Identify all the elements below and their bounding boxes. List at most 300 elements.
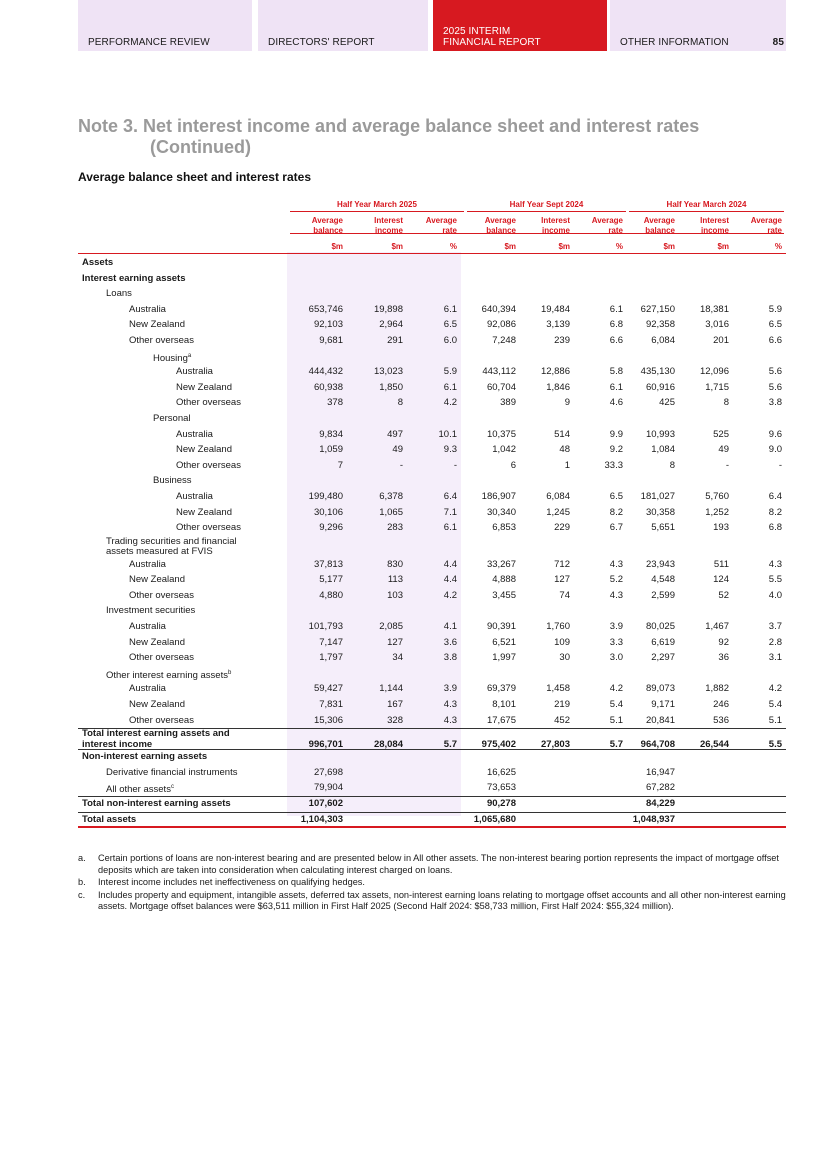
table-cell: 6.1 <box>443 303 457 315</box>
table-cell: 5.5 <box>768 738 782 750</box>
table-cell: 4.3 <box>768 558 782 570</box>
table-row <box>78 364 786 380</box>
row-label: All other assets$^c$ <box>106 784 174 796</box>
table-cell: 4.3 <box>609 589 623 601</box>
row-label: Australia <box>176 490 213 502</box>
column-header: Average balance $m <box>484 216 516 251</box>
table-cell: 6,619 <box>651 636 675 648</box>
column-header: Interest income $m <box>541 216 570 251</box>
row-label: New Zealand <box>129 574 185 586</box>
table-cell: 16,625 <box>486 766 516 778</box>
table-row <box>78 765 786 781</box>
table-cell: 219 <box>554 699 570 711</box>
table-row <box>78 780 786 796</box>
table-row <box>78 713 786 729</box>
table-cell: 2,297 <box>651 652 675 664</box>
table-cell: 186,907 <box>481 490 516 502</box>
table-row <box>78 619 786 635</box>
page-title <box>78 116 699 158</box>
row-label: Derivative financial instruments <box>106 766 238 778</box>
row-divider <box>78 812 786 813</box>
table-cell: - <box>725 459 729 471</box>
table-row <box>78 520 786 536</box>
table-cell: 3,455 <box>492 589 516 601</box>
table-cell: 525 <box>713 428 729 440</box>
table-cell: 4,888 <box>492 574 516 586</box>
row-label: assets measured at FVIS <box>106 546 213 558</box>
table-cell: 6,853 <box>492 522 516 534</box>
table-cell: 9 <box>564 397 570 409</box>
table-row <box>78 458 786 474</box>
table-cell: 19,484 <box>540 303 570 315</box>
table-row <box>78 588 786 604</box>
table-cell: 92,103 <box>313 319 343 331</box>
table-cell: 1,065,680 <box>473 813 516 825</box>
column-header: Average rate % <box>591 216 623 251</box>
row-label: Other overseas <box>129 714 194 726</box>
table-row <box>78 739 786 750</box>
table-row <box>78 650 786 666</box>
row-label: Total non-interest earning assets <box>82 798 231 809</box>
table-cell: 92,086 <box>486 319 516 331</box>
table-cell: 452 <box>554 714 570 726</box>
table-cell: 425 <box>659 397 675 409</box>
table-cell: 514 <box>554 428 570 440</box>
table-cell: 4.2 <box>609 683 623 695</box>
table-row <box>78 380 786 396</box>
table-cell: 19,898 <box>373 303 403 315</box>
table-cell: 9,681 <box>319 334 343 346</box>
footnote <box>78 890 786 913</box>
footnotes <box>78 853 786 914</box>
table-cell: 193 <box>713 522 729 534</box>
table-cell: 28,084 <box>373 738 403 750</box>
column-header: Average rate % <box>750 216 782 251</box>
table-cell: 1,059 <box>319 444 343 456</box>
table-cell: 4.3 <box>443 699 457 711</box>
table-cell: 89,073 <box>645 683 675 695</box>
top-navigation <box>78 0 786 51</box>
row-label: Australia <box>176 366 213 378</box>
table-cell: 6.8 <box>768 522 782 534</box>
row-label: Housing$^a$ <box>153 352 192 364</box>
table-row <box>78 317 786 333</box>
table-cell: 12,096 <box>699 366 729 378</box>
table-cell: 8 <box>397 397 403 409</box>
table-cell: 12,886 <box>540 366 570 378</box>
row-label: interest income <box>82 738 153 750</box>
table-cell: 80,025 <box>645 621 675 633</box>
table-cell: 6 <box>510 459 516 471</box>
table-cell: 27,698 <box>313 766 343 778</box>
table-cell: 8,101 <box>492 699 516 711</box>
table-cell: 6.7 <box>609 522 623 534</box>
column-header: Average rate % <box>425 216 457 251</box>
table-cell: 13,023 <box>373 366 403 378</box>
row-label: Australia <box>129 558 166 570</box>
table-cell: 20,841 <box>645 714 675 726</box>
table-cell: 33.3 <box>604 459 623 471</box>
table-cell: 49 <box>718 444 729 456</box>
row-label: Assets <box>82 257 114 268</box>
table-cell: 18,381 <box>699 303 729 315</box>
table-cell: 5.1 <box>768 714 782 726</box>
row-label: Interest earning assets <box>82 272 186 284</box>
table-cell: 10,993 <box>645 428 675 440</box>
table-cell: 2.8 <box>768 636 782 648</box>
page-title-line2: (Continued) <box>150 137 251 157</box>
table-cell: 229 <box>554 522 570 534</box>
table-row <box>78 302 786 318</box>
table-row <box>78 255 786 271</box>
table-cell: 6.4 <box>768 490 782 502</box>
table-row <box>78 557 786 573</box>
footnote-marker: b <box>227 669 232 676</box>
table-cell: 23,943 <box>645 558 675 570</box>
table-cell: 60,938 <box>313 381 343 393</box>
table-cell: 5.7 <box>443 738 457 750</box>
table-row <box>78 473 786 489</box>
table-cell: 1,882 <box>705 683 729 695</box>
table-cell: 511 <box>713 558 729 570</box>
table-cell: 6.1 <box>443 522 457 534</box>
row-label: Australia <box>129 683 166 695</box>
table-cell: 2,085 <box>379 621 403 633</box>
table-cell: 8.2 <box>609 506 623 518</box>
table-cell: - <box>778 459 782 471</box>
table-cell: 48 <box>559 444 570 456</box>
footnote-key: c. <box>78 889 86 900</box>
row-label: Non-interest earning assets <box>82 751 208 763</box>
table-cell: 6,084 <box>546 490 570 502</box>
table-row <box>78 442 786 458</box>
table-cell: 9.3 <box>443 444 457 456</box>
table-row <box>78 536 786 547</box>
header-divider <box>290 233 784 234</box>
table-cell: 4.2 <box>768 683 782 695</box>
table-cell: 107,602 <box>308 798 343 809</box>
table-row <box>78 572 786 588</box>
row-label: Other overseas <box>176 522 241 534</box>
table-cell: 4.4 <box>443 574 457 586</box>
table-row <box>78 349 786 365</box>
tab-label-line2: FINANCIAL REPORT <box>443 37 541 48</box>
table-cell: - <box>453 459 457 471</box>
table-cell: 1,048,937 <box>632 813 675 825</box>
table-cell: 4.3 <box>609 558 623 570</box>
tab-label-line1: 2025 INTERIM <box>443 26 511 37</box>
table-cell: 6.5 <box>609 490 623 502</box>
table-cell: 6.1 <box>443 381 457 393</box>
table-row <box>78 333 786 349</box>
table-cell: 127 <box>387 636 403 648</box>
table-row <box>78 681 786 697</box>
table-cell: 10.1 <box>438 428 457 440</box>
table-cell: 3.1 <box>768 652 782 664</box>
table-cell: 7,831 <box>319 699 343 711</box>
table-cell: 435,130 <box>640 366 675 378</box>
table-cell: 79,904 <box>313 782 343 794</box>
table-cell: 7,147 <box>319 636 343 648</box>
table-cell: 328 <box>387 714 403 726</box>
table-cell: 1,042 <box>492 444 516 456</box>
tab-interim-financial-report[interactable] <box>433 0 607 51</box>
row-label: Other overseas <box>176 459 241 471</box>
table-cell: 30,106 <box>313 506 343 518</box>
table-cell: 90,391 <box>486 621 516 633</box>
table-cell: 9.6 <box>768 428 782 440</box>
table-row <box>78 546 786 557</box>
table-cell: 92,358 <box>645 319 675 331</box>
table-cell: 6.1 <box>609 381 623 393</box>
table-row <box>78 728 786 739</box>
table-cell: 1,760 <box>546 621 570 633</box>
table-cell: 283 <box>387 522 403 534</box>
period-group-header: Half Year Sept 2024 <box>467 198 626 212</box>
table-cell: 6.0 <box>443 334 457 346</box>
table-cell: - <box>399 459 403 471</box>
table-cell: 3,016 <box>705 319 729 331</box>
table-cell: 996,701 <box>308 738 343 750</box>
table-cell: 4.3 <box>443 714 457 726</box>
table-cell: 4.0 <box>768 589 782 601</box>
table-cell: 59,427 <box>313 683 343 695</box>
table-cell: 9,171 <box>651 699 675 711</box>
footnote-text: Certain portions of loans are non-interest bearing and are presented below in All other assets. The non-interest bearing portion represents the impact of mortgage offset deposits which are taken into consideration when calculating interest charged on loans. <box>98 853 779 875</box>
table-cell: 6.6 <box>609 334 623 346</box>
footnote <box>78 853 786 876</box>
table-cell: 127 <box>554 574 570 586</box>
row-label: Other interest earning assets$^b$ <box>106 669 232 681</box>
table-cell: 3,139 <box>546 319 570 331</box>
table-cell: 6.4 <box>443 490 457 502</box>
header-bottom-rule <box>78 253 786 254</box>
tab-label: OTHER INFORMATION <box>620 37 729 48</box>
table-row <box>78 697 786 713</box>
row-label: New Zealand <box>176 381 232 393</box>
table-cell: 8 <box>723 397 729 409</box>
table-cell: 6.6 <box>768 334 782 346</box>
table-row <box>78 427 786 443</box>
table-bottom-rule <box>78 826 786 828</box>
table-row <box>78 796 786 812</box>
table-cell: 30,340 <box>486 506 516 518</box>
table-cell: 2,964 <box>379 319 403 331</box>
table-cell: 5.2 <box>609 574 623 586</box>
table-cell: 5.8 <box>609 366 623 378</box>
table-cell: 653,746 <box>308 303 343 315</box>
table-cell: 10,375 <box>486 428 516 440</box>
table-cell: 3.3 <box>609 636 623 648</box>
column-header: Interest income $m <box>700 216 729 251</box>
table-cell: 17,675 <box>486 714 516 726</box>
table-row <box>78 666 786 682</box>
table-cell: 113 <box>387 574 403 586</box>
table-cell: 49 <box>392 444 403 456</box>
table-row <box>78 411 786 427</box>
table-cell: 60,916 <box>645 381 675 393</box>
column-header: Average balance $m <box>311 216 343 251</box>
tab-label: PERFORMANCE REVIEW <box>88 37 210 48</box>
table-cell: 3.0 <box>609 652 623 664</box>
table-cell: 1,467 <box>705 621 729 633</box>
row-label: Other overseas <box>176 397 241 409</box>
table-cell: 84,229 <box>645 798 675 809</box>
page-title-line1: Note 3. Net interest income and average balance sheet and interest rates <box>78 116 700 136</box>
table-row <box>78 812 786 828</box>
table-cell: 5.4 <box>609 699 623 711</box>
footnote-marker: c <box>170 784 174 791</box>
table-cell: 1,997 <box>492 652 516 664</box>
table-cell: 52 <box>718 589 729 601</box>
table-cell: 975,402 <box>481 738 516 750</box>
tab-performance-review[interactable] <box>78 0 252 51</box>
table-cell: 627,150 <box>640 303 675 315</box>
row-label: Total interest earning assets and <box>82 728 230 740</box>
table-cell: 1,797 <box>319 652 343 664</box>
table-cell: 6.8 <box>609 319 623 331</box>
period-group-header: Half Year March 2025 <box>290 198 464 212</box>
footnote <box>78 877 786 889</box>
table-cell: 4,880 <box>319 589 343 601</box>
table-cell: 291 <box>387 334 403 346</box>
table-cell: 74 <box>559 589 570 601</box>
table-cell: 3.6 <box>443 636 457 648</box>
table-cell: 1,715 <box>705 381 729 393</box>
table-cell: 246 <box>713 699 729 711</box>
table-cell: 33,267 <box>486 558 516 570</box>
table-cell: 830 <box>387 558 403 570</box>
footnote-text: Includes property and equipment, intangible assets, deferred tax assets, non-interest earning loans relating to mortgage offset accounts and all other non-interest earning assets. Mortgage offset balances were $63,511 million in First Half 2025 (Second Half 2024: $58,733 million, First Half 2024: $55,324 million). <box>98 889 786 911</box>
period-group-header: Half Year March 2024 <box>629 198 784 212</box>
table-cell: 9.9 <box>609 428 623 440</box>
table-cell: 536 <box>713 714 729 726</box>
table-cell: 26,544 <box>699 738 729 750</box>
table-cell: 199,480 <box>308 490 343 502</box>
table-cell: 1,084 <box>651 444 675 456</box>
row-label: Trading securities and financial <box>106 535 237 547</box>
table-cell: 239 <box>554 334 570 346</box>
table-cell: 5.5 <box>768 574 782 586</box>
row-label: Business <box>153 475 192 487</box>
table-cell: 1,104,303 <box>300 813 343 825</box>
tab-label: DIRECTORS' REPORT <box>268 37 375 48</box>
table-cell: 1,065 <box>379 506 403 518</box>
average-balance-table <box>78 198 786 827</box>
table-body <box>78 255 786 827</box>
table-cell: 5.1 <box>609 714 623 726</box>
tab-other-information[interactable] <box>610 0 786 51</box>
table-cell: 4.6 <box>609 397 623 409</box>
table-cell: 9,834 <box>319 428 343 440</box>
table-cell: 5.9 <box>768 303 782 315</box>
table-cell: 1 <box>564 459 570 471</box>
table-cell: 37,813 <box>313 558 343 570</box>
table-cell: 4,548 <box>651 574 675 586</box>
row-label: Australia <box>129 303 166 315</box>
table-row <box>78 749 786 765</box>
table-cell: 5.7 <box>609 738 623 750</box>
table-cell: 444,432 <box>308 366 343 378</box>
table-cell: 964,708 <box>640 738 675 750</box>
table-cell: 34 <box>392 652 403 664</box>
row-label: Personal <box>153 412 191 424</box>
table-cell: 2,599 <box>651 589 675 601</box>
table-cell: 69,379 <box>486 683 516 695</box>
footnote-key: a. <box>78 853 86 863</box>
table-cell: 101,793 <box>308 621 343 633</box>
table-cell: 30 <box>559 652 570 664</box>
table-cell: 1,252 <box>705 506 729 518</box>
row-label: Other overseas <box>129 652 194 664</box>
table-cell: 9,296 <box>319 522 343 534</box>
table-row <box>78 395 786 411</box>
table-cell: 4.2 <box>443 397 457 409</box>
table-cell: 4.2 <box>443 589 457 601</box>
table-cell: 9.0 <box>768 444 782 456</box>
table-cell: 497 <box>387 428 403 440</box>
table-cell: 27,803 <box>540 738 570 750</box>
footnote-marker: a <box>187 352 192 359</box>
table-cell: 4.4 <box>443 558 457 570</box>
table-cell: 640,394 <box>481 303 516 315</box>
tab-directors-report[interactable] <box>258 0 428 51</box>
table-cell: 6.1 <box>609 303 623 315</box>
footnote-key: b. <box>78 877 86 887</box>
row-label: Loans <box>106 288 132 300</box>
table-cell: 36 <box>718 652 729 664</box>
row-label: New Zealand <box>129 319 185 331</box>
table-cell: 389 <box>500 397 516 409</box>
table-cell: 6,084 <box>651 334 675 346</box>
table-cell: 1,846 <box>546 381 570 393</box>
table-cell: 9.2 <box>609 444 623 456</box>
table-row <box>78 489 786 505</box>
table-cell: 7.1 <box>443 506 457 518</box>
table-cell: 6.5 <box>768 319 782 331</box>
table-cell: 3.9 <box>609 621 623 633</box>
table-cell: 67,282 <box>645 782 675 794</box>
row-label: New Zealand <box>129 636 185 648</box>
table-cell: 6.5 <box>443 319 457 331</box>
table-cell: 5.6 <box>768 381 782 393</box>
table-cell: 1,245 <box>546 506 570 518</box>
row-label: Australia <box>176 428 213 440</box>
table-cell: 181,027 <box>640 490 675 502</box>
row-label: Other overseas <box>129 589 194 601</box>
row-label: New Zealand <box>176 506 232 518</box>
table-cell: 7,248 <box>492 334 516 346</box>
table-cell: 8 <box>669 459 675 471</box>
table-cell: 3.8 <box>768 397 782 409</box>
table-cell: 5,177 <box>319 574 343 586</box>
table-row <box>78 505 786 521</box>
table-header <box>78 198 786 255</box>
table-cell: 443,112 <box>482 366 516 378</box>
table-row <box>78 286 786 302</box>
table-row <box>78 603 786 619</box>
table-cell: 5.9 <box>443 366 457 378</box>
row-label: New Zealand <box>176 444 232 456</box>
table-cell: 1,458 <box>546 683 570 695</box>
table-cell: 16,947 <box>645 766 675 778</box>
row-label: New Zealand <box>129 699 185 711</box>
table-cell: 6,521 <box>492 636 516 648</box>
table-cell: 5.4 <box>768 699 782 711</box>
table-cell: 3.7 <box>768 621 782 633</box>
table-cell: 712 <box>554 558 570 570</box>
table-cell: 1,850 <box>379 381 403 393</box>
